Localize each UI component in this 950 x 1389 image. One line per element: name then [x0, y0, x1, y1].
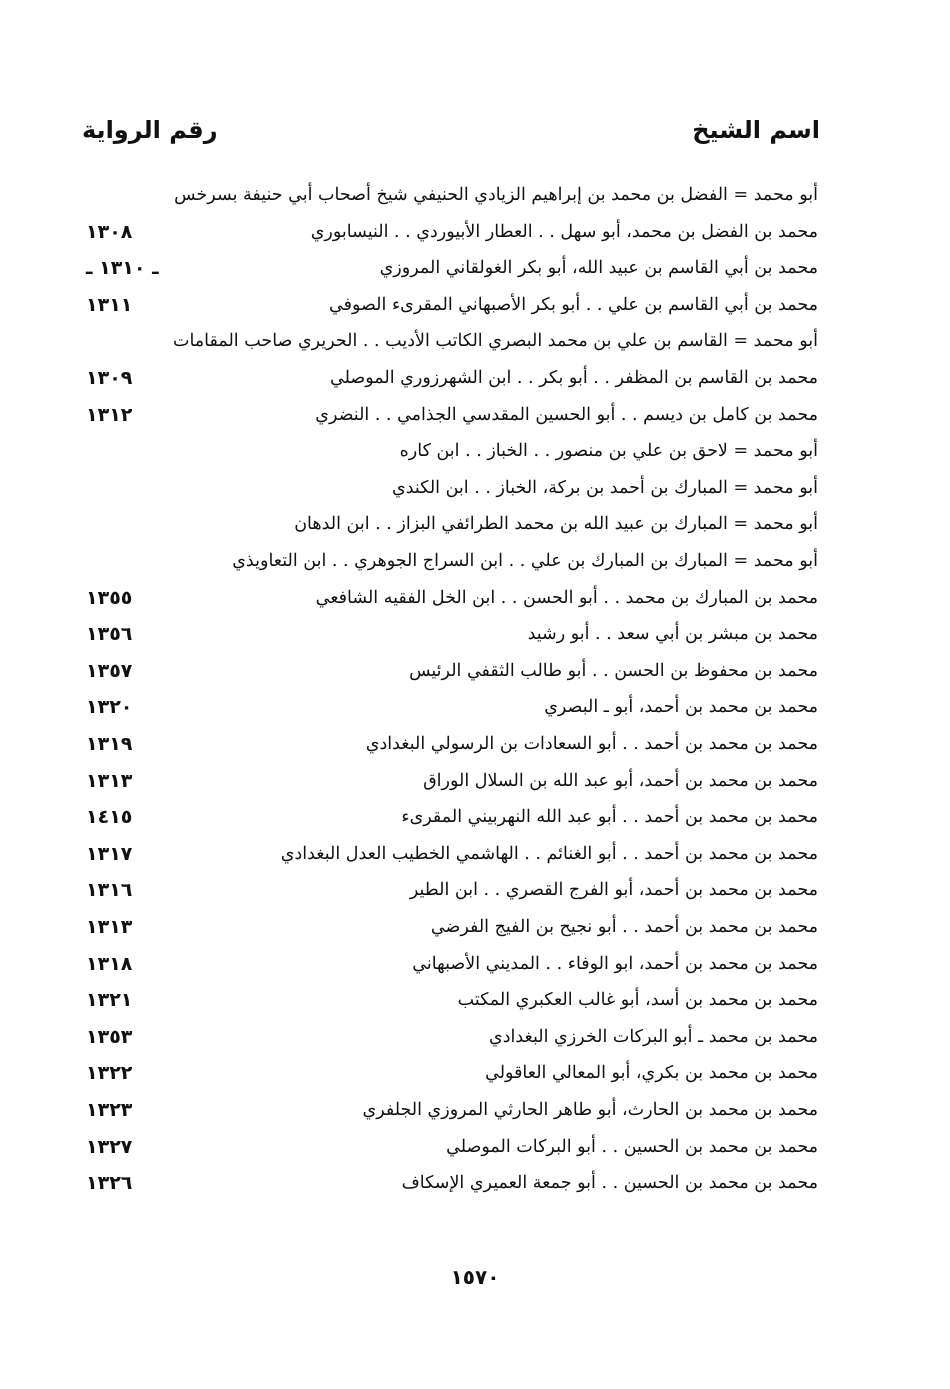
sheikh-name: محمد بن محمد بن أحمد . . أبو الغنائم . . الهاشمي الخطيب العدل البغدادي	[280, 843, 818, 864]
sheikh-name: محمد بن محمد بن الحسين . . أبو البركات الموصلي	[446, 1136, 818, 1157]
entry-row	[0, 214, 950, 251]
sheikh-name: محمد بن القاسم بن المظفر . . أبو بكر . . ابن الشهرزوري الموصلي	[330, 368, 818, 388]
narration-number: ـ ١٣١٠ ـ	[86, 257, 159, 280]
entry-row	[0, 470, 950, 507]
narration-number: ١٣١٢	[86, 403, 133, 426]
entry-row	[0, 836, 950, 873]
sheikh-name: محمد بن محمد ـ أبو البركات الخرزي البغدادي	[489, 1026, 818, 1047]
entry-row	[0, 323, 950, 360]
entry-row	[0, 506, 950, 543]
sheikh-name: محمد بن المبارك بن محمد . . أبو الحسن . . ابن الخل الفقيه الشافعي	[315, 587, 818, 608]
narration-number: ١٣١٣	[86, 916, 133, 938]
entry-row	[0, 287, 950, 324]
sheikh-name: محمد بن محمد بن أحمد، أبو ـ البصري	[544, 697, 818, 718]
sheikh-name: محمد بن محمد بن أحمد . . أبو عبد الله النهربيني المقرىء	[401, 807, 818, 828]
entry-row	[0, 1165, 950, 1202]
sheikh-name: محمد بن أبي القاسم بن عبيد الله، أبو بكر الغولقاني المروزي	[379, 258, 818, 279]
narration-number: ١٤١٥	[86, 806, 133, 829]
entry-row	[0, 616, 950, 653]
narration-number: ١٣٢٢	[86, 1062, 133, 1085]
entry-row	[0, 909, 950, 946]
sheikh-name: محمد بن محمد بن أسد، أبو غالب العكبري المكتب	[457, 990, 818, 1011]
sheikh-name: محمد بن محمد بن أحمد . . أبو نجيح بن الفيج الفرضي	[430, 917, 818, 937]
narration-number: ١٣٥٣	[86, 1025, 133, 1048]
narration-number: ١٣٢٣	[86, 1099, 133, 1121]
narration-number: ١٣٥٧	[86, 659, 133, 682]
sheikh-name: محمد بن محمد بن أحمد، ابو الوفاء . . المديني الأصبهاني	[412, 953, 818, 974]
sheikh-name: محمد بن أبي القاسم بن علي . . أبو بكر الأصبهاني المقرىء الصوفي	[329, 294, 818, 315]
sheikh-name: أبو محمد = لاحق بن علي بن منصور . . الخباز . . ابن كاره	[399, 441, 818, 462]
entry-row	[0, 250, 950, 287]
entry-row	[0, 982, 950, 1019]
sheikh-name: محمد بن محمد بن أحمد . . أبو السعادات بن الرسولي البغدادي	[365, 734, 818, 754]
sheikh-name: محمد بن كامل بن ديسم . . أبو الحسين المقدسي الجذامي . . النضري	[315, 404, 818, 425]
entry-row	[0, 689, 950, 726]
narration-number: ١٣٢٠	[86, 696, 133, 719]
entry-row	[0, 799, 950, 836]
sheikh-name: محمد بن محمد بن الحسين . . أبو جمعة العميري الإسكاف	[401, 1173, 818, 1194]
entry-row	[0, 177, 950, 214]
sheikh-name: أبو محمد = المبارك بن أحمد بن بركة، الخباز . . ابن الكندي	[392, 477, 818, 498]
entry-row	[0, 653, 950, 690]
entry-row	[0, 1129, 950, 1166]
narration-number: ١٣٥٦	[86, 623, 133, 646]
sheikh-name: أبو محمد = المبارك بن المبارك بن علي . . ابن السراج الجوهري . . ابن التعاويذي	[232, 551, 818, 571]
sheikh-name: محمد بن مبشر بن أبي سعد . . أبو رشيد	[527, 624, 818, 645]
narration-number: ١٣٢٧	[86, 1135, 133, 1158]
narration-number: ١٣١٧	[86, 842, 133, 865]
narration-number: ١٣٠٨	[86, 220, 133, 243]
sheikh-name: محمد بن محمد بن الحارث، أبو طاهر الحارثي المروزي الجلفري	[362, 1100, 818, 1120]
sheikh-name: محمد بن محمد بن بكري، أبو المعالي العاقولي	[485, 1063, 818, 1084]
entry-row	[0, 433, 950, 470]
narration-number: ١٣١٨	[86, 952, 133, 975]
entry-row	[0, 1019, 950, 1056]
sheikh-name: أبو محمد = الفضل بن محمد بن إبراهيم الزيادي الحنيفي شيخ أصحاب أبي حنيفة بسرخس	[174, 185, 818, 205]
entry-row	[0, 1055, 950, 1092]
entry-row	[0, 1092, 950, 1129]
entry-row	[0, 726, 950, 763]
entry-row	[0, 580, 950, 617]
sheikh-name: أبو محمد = القاسم بن علي بن محمد البصري الكاتب الأديب . . الحريري صاحب المقامات	[172, 331, 818, 352]
entry-row	[0, 946, 950, 983]
entry-row	[0, 397, 950, 434]
sheikh-name: محمد بن الفضل بن محمد، أبو سهل . . العطار الأبيوردي . . النيسابوري	[310, 221, 818, 242]
sheikh-name: محمد بن محمد بن أحمد، أبو الفرج القصري . . ابن الطير	[409, 880, 818, 901]
entry-row	[0, 543, 950, 580]
narration-number: ١٣١٣	[86, 769, 133, 792]
sheikh-name: أبو محمد = المبارك بن عبيد الله بن محمد الطرائفي البزاز . . ابن الدهان	[294, 514, 818, 535]
narration-number: ١٣١٦	[86, 879, 133, 902]
column-header-sheikh-name: اسم الشيخ	[692, 116, 820, 144]
entry-row	[0, 360, 950, 397]
narration-number: ١٣٢٦	[86, 1172, 133, 1195]
entry-row	[0, 872, 950, 909]
sheikh-name: محمد بن محمد بن أحمد، أبو عبد الله بن السلال الوراق	[423, 770, 818, 791]
narration-number: ١٣١١	[86, 293, 133, 316]
narration-number: ١٣١٩	[86, 733, 133, 755]
column-header-narration-number: رقم الرواية	[82, 116, 218, 144]
entry-row	[0, 763, 950, 800]
page-number: ١٥٧٠	[450, 1265, 500, 1289]
narration-number: ١٣٢١	[86, 989, 133, 1012]
sheikh-name: محمد بن محفوظ بن الحسن . . أبو طالب الثقفي الرئيس	[409, 660, 818, 681]
narration-number: ١٣٥٥	[86, 586, 133, 609]
narration-number: ١٣٠٩	[86, 367, 133, 389]
